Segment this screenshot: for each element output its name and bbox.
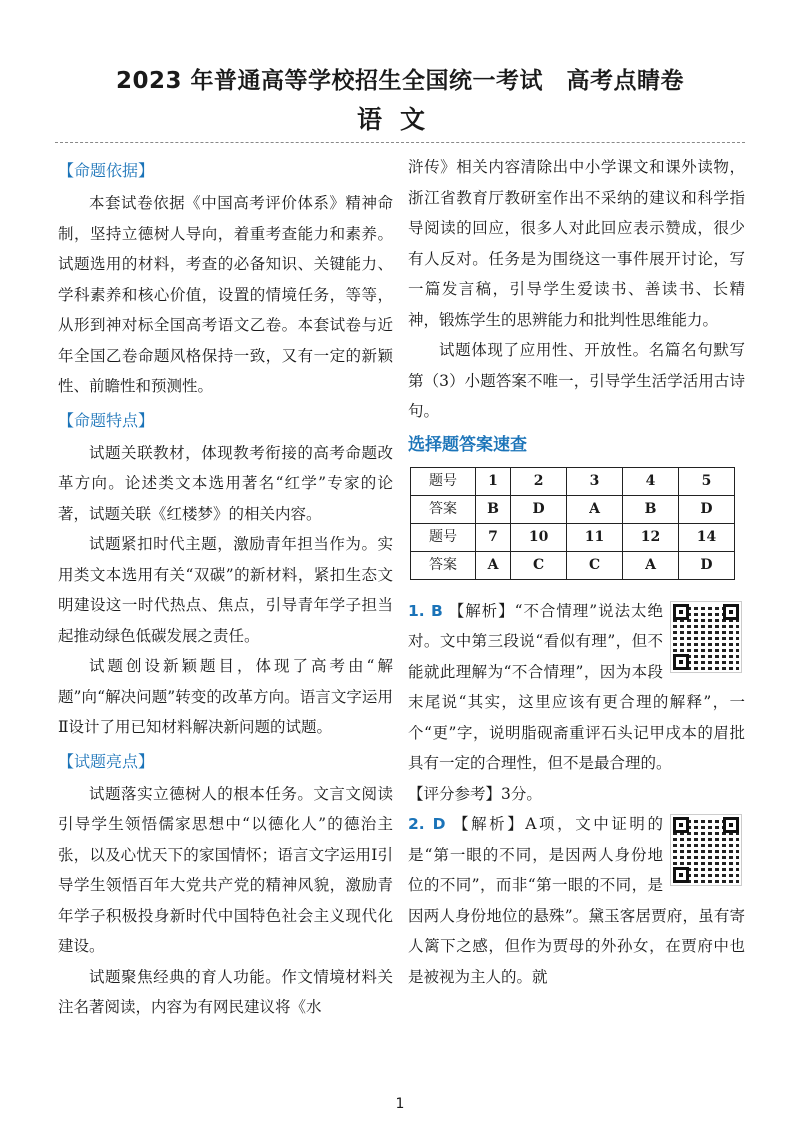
table-cell: 3	[567, 467, 623, 495]
table-cell: 4	[623, 467, 679, 495]
answer-quick-check-title: 选择题答案速查	[408, 434, 527, 455]
paragraph: 试题关联教材，体现教考衔接的高考命题改革方向。论述类文本选用著名“红学”专家的论著，试题关联《红楼梦》的相关内容。	[58, 443, 393, 523]
table-cell: 2	[511, 467, 567, 495]
table-cell: 5	[679, 467, 735, 495]
left-column	[58, 152, 393, 1023]
paragraph: 试题聚焦经典的育人功能。作文情境材料关注名著阅读，内容为有网民建议将《水	[58, 967, 393, 1016]
table-cell: 1	[476, 467, 511, 495]
table-header-cell: 题号	[411, 523, 476, 551]
table-row	[411, 495, 735, 523]
table-cell: B	[623, 495, 679, 523]
answer-entry-q1	[408, 596, 745, 810]
table-cell: A	[623, 551, 679, 579]
analysis-tag: 【解析】	[448, 601, 515, 620]
table-header-cell: 题号	[411, 467, 476, 495]
analysis-tag: 【解析】	[453, 815, 526, 833]
table-header-cell: 答案	[411, 551, 476, 579]
paragraph: 试题紧扣时代主题，激励青年担当作为。实用类文本选用有关“双碳”的新材料，紧扣生态文明建设这一时代热点、焦点，引导青年学子担当起推动绿色低碳发展之责任。	[58, 535, 393, 645]
paragraph: 试题体现了应用性、开放性。名篇名句默写第（3）小题答案不唯一，引导学生活学活用古诗句。	[408, 341, 745, 420]
table-cell: 14	[679, 523, 735, 551]
answer-entry-q2	[408, 809, 745, 992]
score-reference: 【评分参考】3分。	[408, 784, 542, 803]
analysis-text: A项，文中证明的是“第一眼的不同，是因两人身份地位的不同”，而非“第一眼的不同，是因两人身份地位的悬殊”。黛玉客居贾府，虽有寄人篱下之感，但作为贾母的外孙女，在贾府中也是被视为主人的。就	[408, 815, 745, 986]
answer-table	[410, 467, 735, 580]
table-cell: 11	[567, 523, 623, 551]
qr-code-icon[interactable]	[671, 815, 741, 885]
subject-title: 语文	[356, 105, 443, 134]
table-row	[411, 551, 735, 579]
table-cell: D	[511, 495, 567, 523]
page-number: 1	[395, 1096, 405, 1112]
table-header-cell: 答案	[411, 495, 476, 523]
section-heading-basis: 【命题依据】	[58, 161, 155, 180]
paragraph: 试题创设新颖题目，体现了高考由“解题”向“解决问题”转变的改革方向。语言文字运用Ⅱ设计了用已知材料解决新问题的试题。	[58, 657, 393, 736]
table-cell: B	[476, 495, 511, 523]
section-heading-features: 【命题特点】	[58, 410, 155, 430]
table-cell: A	[476, 551, 511, 579]
table-cell: 10	[511, 523, 567, 551]
right-column	[408, 152, 745, 992]
table-cell: D	[679, 551, 735, 579]
paragraph: 试题落实立德树人的根本任务。文言文阅读引导学生领悟儒家思想中“以德化人”的德治主张，以及心忧天下的家国情怀；语言文字运用Ⅰ引导学生领悟百年大党共产党的精神风貌，激励青年学子积极投身新时代中国特色社会主义现代化建设。	[58, 784, 393, 955]
question-number: 2. D	[408, 815, 446, 833]
question-number: 1. B	[408, 601, 443, 620]
table-cell: 12	[623, 523, 679, 551]
qr-code-icon[interactable]	[671, 602, 741, 672]
table-cell: 7	[476, 523, 511, 551]
section-heading-highlights: 【试题亮点】	[58, 751, 155, 771]
table-cell: D	[679, 495, 735, 523]
table-row	[411, 467, 735, 495]
table-cell: C	[567, 551, 623, 579]
header-divider	[55, 142, 745, 143]
exam-title: 2023 年普通高等学校招生全国统一考试 高考点睛卷	[115, 68, 685, 94]
paragraph: 本套试卷依据《中国高考评价体系》精神命制，坚持立德树人导向，着重考查能力和素养。试题选用的材料，考查的必备知识、关键能力、学科素养和核心价值，设置的情境任务，等等，从形到神对标全国高考语文乙卷。本套试卷与近年全国乙卷命题风格保持一致，又有一定的新颖性、前瞻性和预测性。	[58, 194, 393, 395]
paragraph: 浒传》相关内容清除出中小学课文和课外读物，浙江省教育厅教研室作出不采纳的建议和科学指导阅读的回应，很多人对此回应表示赞成，很少有人反对。任务是为围绕这一事件展开讨论，写一篇发言稿，引导学生爱读书、善读书、长精神，锻炼学生的思辨能力和批判性思维能力。	[408, 158, 745, 329]
table-cell: A	[567, 495, 623, 523]
table-cell: C	[511, 551, 567, 579]
table-row	[411, 523, 735, 551]
analysis-text: “不合情理”说法太绝对。文中第三段说“看似有理”，但不能就此理解为“不合情理”，因为本段末尾说“其实，这里应该有更合理的解释”，一个“更”字，说明脂砚斋重评石头记甲戌本的眉批具有一定的合理性，但不是最合理的。	[408, 601, 745, 772]
